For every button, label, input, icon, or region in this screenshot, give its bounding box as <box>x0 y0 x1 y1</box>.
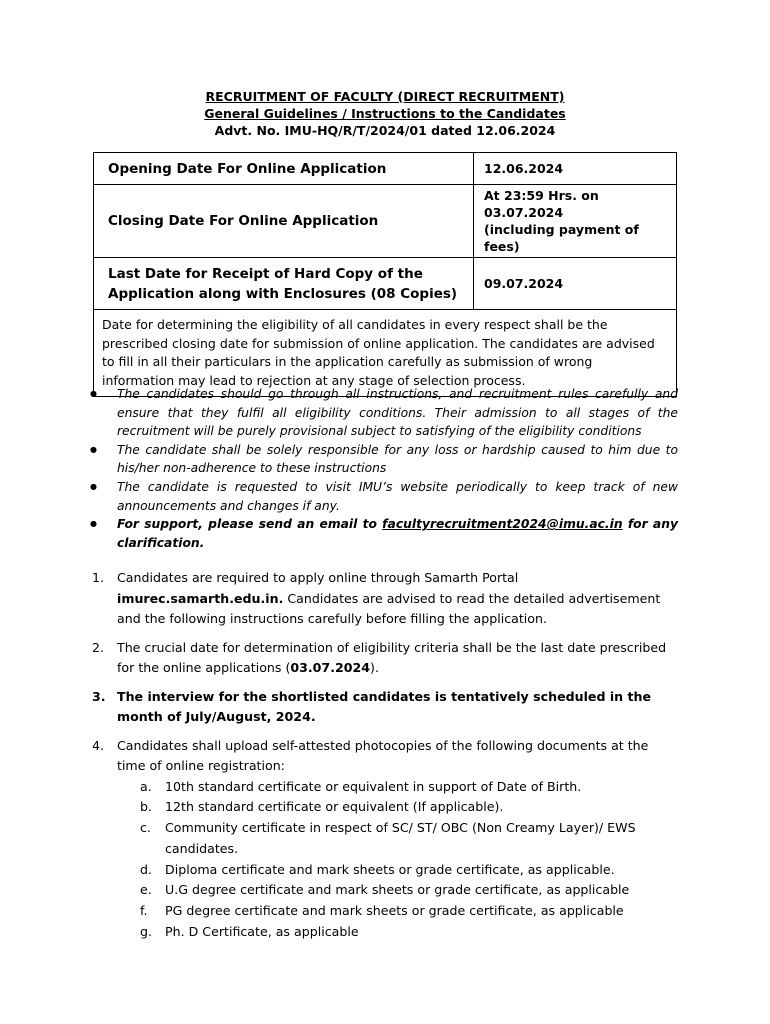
support-prefix: For support, please send an email to <box>117 517 383 532</box>
opening-date-value: 12.06.2024 <box>474 153 677 185</box>
item-number: 1. <box>92 570 105 585</box>
item-text: The interview for the shortlisted candidates is tentatively scheduled in the month of July/August, 2024. <box>117 688 652 724</box>
eligibility-note: Date for determining the eligibility of all candidates in every respect shall be the prescribed closing date for submission of online application. The candidates are advised to fill in all their particulars in the application carefully as submission of wrong information may lead to rejection at any stage of selection process. <box>94 310 677 397</box>
support-email-link[interactable]: facultyrecruitment2024@imu.ac.in <box>382 517 623 532</box>
list-item <box>117 777 680 798</box>
sub-item-text: 12th standard certificate or equivalent (If applicable). <box>165 799 504 815</box>
numbered-instructions <box>90 568 680 951</box>
sub-item-text: U.G degree certificate and mark sheets or grade certificate, as applicable <box>165 882 630 898</box>
item-text: Candidates are advised to read the detailed advertisement and the following instructions carefully before filling the application. <box>117 590 661 626</box>
document-title: RECRUITMENT OF FACULTY (DIRECT RECRUITMENT) <box>205 89 565 104</box>
sub-item-letter: a. <box>140 778 152 794</box>
sub-item-text: Ph. D Certificate, as applicable <box>165 924 359 940</box>
portal-url[interactable]: imurec.samarth.edu.in. <box>117 590 284 606</box>
instructions-bullet-list <box>90 385 678 552</box>
important-dates-table <box>93 152 677 397</box>
sub-item-letter: f. <box>140 903 148 919</box>
closing-date-label: Closing Date For Online Application <box>94 185 474 258</box>
eligibility-date: 03.07.2024 <box>290 660 371 675</box>
list-item <box>90 736 680 943</box>
hard-copy-date-label <box>94 258 474 310</box>
documents-sublist <box>117 777 680 943</box>
table-row <box>94 153 677 185</box>
closing-date-time: At 23:59 Hrs. on 03.07.2024 <box>484 188 599 220</box>
list-item <box>117 860 680 881</box>
item-text: Candidates are required to apply online through Samarth Portal <box>117 570 519 585</box>
sub-item-text: PG degree certificate and mark sheets or grade certificate, as applicable <box>165 903 624 919</box>
item-number: 4. <box>92 737 105 753</box>
item-text: The crucial date for determination of eligibility criteria shall be the last date prescribed for the online applications ( <box>117 639 667 675</box>
sub-item-text: Diploma certificate and mark sheets or grade certificate, as applicable. <box>165 861 615 877</box>
sub-item-letter: g. <box>140 924 152 940</box>
list-item <box>90 687 680 728</box>
sub-item-letter: e. <box>140 882 152 898</box>
list-item <box>90 568 680 630</box>
table-row <box>94 258 677 310</box>
hard-copy-label-line-2: Application along with Enclosures (08 Copies) <box>108 285 458 302</box>
item-text: ). <box>370 660 379 675</box>
support-bullet <box>90 515 678 552</box>
list-item <box>117 880 680 901</box>
sub-item-text: Community certificate in respect of SC/ ST/ OBC (Non Creamy Layer)/ EWS candidates. <box>165 820 636 856</box>
list-item <box>117 797 680 818</box>
list-item: ● The candidates should go through all instructions, and recruitment rules carefully and ensure that they fulfil all eligibility conditions. Their admission to all stages of the recruitment will be purely provisional subject to satisfying of the eligibility conditions <box>90 385 678 441</box>
sub-item-letter: c. <box>140 820 151 836</box>
item-number: 2. <box>92 639 105 655</box>
document-header <box>0 88 770 139</box>
item-number: 3. <box>92 688 106 704</box>
table-row <box>94 185 677 258</box>
list-item <box>117 922 680 943</box>
table-row <box>94 310 677 397</box>
list-item <box>90 638 680 679</box>
sub-item-letter: b. <box>140 799 152 815</box>
document-subtitle: General Guidelines / Instructions to the Candidates <box>204 106 566 121</box>
hard-copy-date-value: 09.07.2024 <box>474 258 677 310</box>
sub-item-letter: d. <box>140 861 152 877</box>
list-item: ● The candidate is requested to visit IMU’s website periodically to keep track of new announcements and changes if any. <box>90 478 678 515</box>
support-suffix: for any clarification. <box>117 517 678 550</box>
list-item: ● The candidate shall be solely responsible for any loss or hardship caused to him due to his/her non-adherence to these instructions <box>90 441 678 478</box>
hard-copy-label-line-1: Last Date for Receipt of Hard Copy of the <box>108 265 423 282</box>
sub-item-text: 10th standard certificate or equivalent in support of Date of Birth. <box>165 778 582 794</box>
closing-date-fee-note: (including payment of fees) <box>484 222 639 254</box>
advertisement-number: Advt. No. IMU-HQ/R/T/2024/01 dated 12.06.2024 <box>214 123 556 138</box>
closing-date-value <box>474 185 677 258</box>
item-text: Candidates shall upload self-attested photocopies of the following documents at the time of online registration: <box>117 737 649 773</box>
list-item <box>117 901 680 922</box>
list-item <box>117 818 680 860</box>
opening-date-label: Opening Date For Online Application <box>94 153 474 185</box>
